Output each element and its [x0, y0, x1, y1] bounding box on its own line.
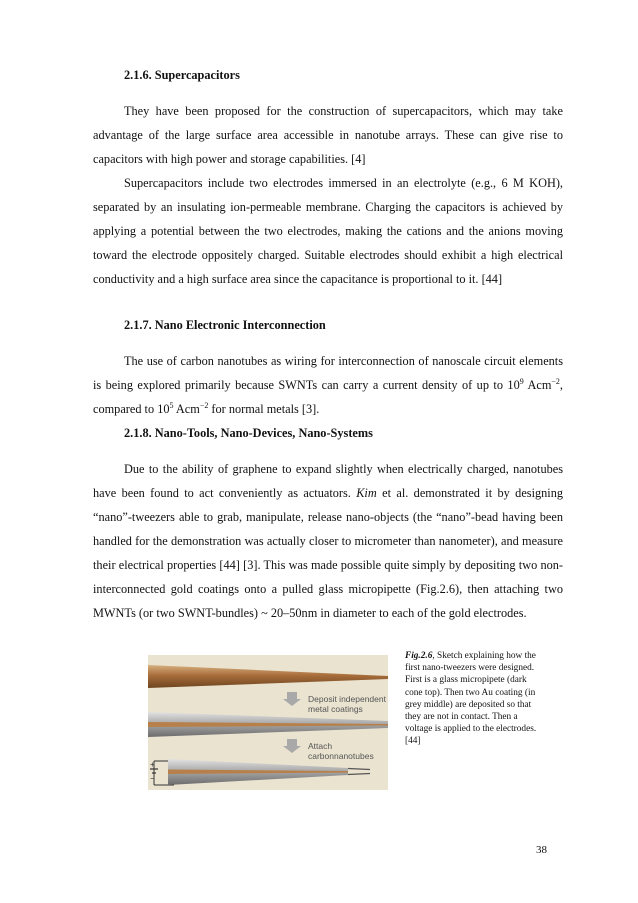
down-arrow-icon	[283, 739, 301, 753]
minus-sign: −	[150, 774, 155, 783]
paragraph	[93, 349, 563, 421]
section-heading: 2.1.6. Supercapacitors	[124, 68, 240, 82]
step-label: metal coatings	[308, 704, 363, 714]
text-run: et al. demonstrated it by designing “nano”-tweezers able to grab, manipulate, release nano-objects (the “nano”-bead having been handled for the demonstration was actually closer to micrometer than nanometer), and measure their electrical properties [44] [3]. This was made possible quite simply by depositing two non-interconnected gold coatings onto a pulled glass micropipette (Fig.2.6), then attaching two MWNTs (or two SWNT-bundles) ~ 20–50nm in diameter to each of the gold electrodes.	[93, 486, 563, 620]
down-arrow-icon	[283, 692, 301, 706]
section-2-1-8	[93, 421, 563, 625]
author-name: Kim	[356, 486, 377, 500]
text-run: for normal metals [3].	[208, 402, 320, 416]
text-run: , compared to 10	[93, 378, 563, 416]
figure-label: Fig.2.6	[405, 651, 433, 661]
glass-micropipette	[148, 665, 388, 688]
superscript: 9	[519, 376, 524, 386]
text-run: The use of carbon nanotubes as wiring for interconnection of nanoscale circuit elements is being explored primarily because SWNTs can carry a current density of up to 10	[93, 354, 563, 392]
nanotube	[348, 774, 370, 775]
text-run: Due to the ability of graphene to expand slightly when electrically charged, nanotubes have been found to act conveniently as actuators.	[93, 462, 563, 500]
figure-caption	[405, 650, 540, 748]
plus-sign: +	[150, 760, 155, 769]
caption-text: , Sketch explaining how the first nano-tweezers were designed. First is a glass micropipete (dark cone top). Then two Au coating (in grey middle) are deposited so that they are not in contact. Then a voltage is applied to the electrodes. [44]	[405, 651, 537, 747]
text-run: Acm	[173, 402, 200, 416]
page-number: 38	[536, 844, 547, 856]
superscript: −2	[551, 376, 560, 386]
section-2-1-6	[93, 63, 563, 291]
nano-tweezers-figure	[148, 655, 388, 790]
step-label: Deposit independent	[308, 694, 386, 704]
paragraph: They have been proposed for the construction of supercapacitors, which may take advantage of the large surface area accessible in nanotube arrays. These can give rise to capacitors with high power and storage capabilities. [4]	[93, 104, 563, 166]
paragraph: Supercapacitors include two electrodes immersed in an electrolyte (e.g., 6 M KOH), separated by an insulating ion-permeable membrane. Charging the capacitors is achieved by applying a potential between the two electrodes, making the cations and the anions moving toward the electrode oppositely charged. Suitable electrodes should exhibit a high electrical conductivity and a high surface area since the capacitance is proportional to it. [44]	[93, 176, 563, 286]
section-heading: 2.1.7. Nano Electronic Interconnection	[124, 318, 326, 332]
step-label: Attach	[308, 741, 333, 751]
section-heading: 2.1.8. Nano-Tools, Nano-Devices, Nano-Systems	[124, 426, 373, 440]
figure-illustration	[148, 655, 388, 790]
text-run: Acm	[523, 378, 552, 392]
section-2-1-7	[93, 313, 563, 421]
superscript: −2	[199, 400, 209, 410]
paragraph	[93, 457, 563, 625]
step-label: carbonnanotubes	[308, 751, 374, 761]
superscript: 5	[169, 400, 174, 410]
nanotube	[348, 769, 370, 770]
